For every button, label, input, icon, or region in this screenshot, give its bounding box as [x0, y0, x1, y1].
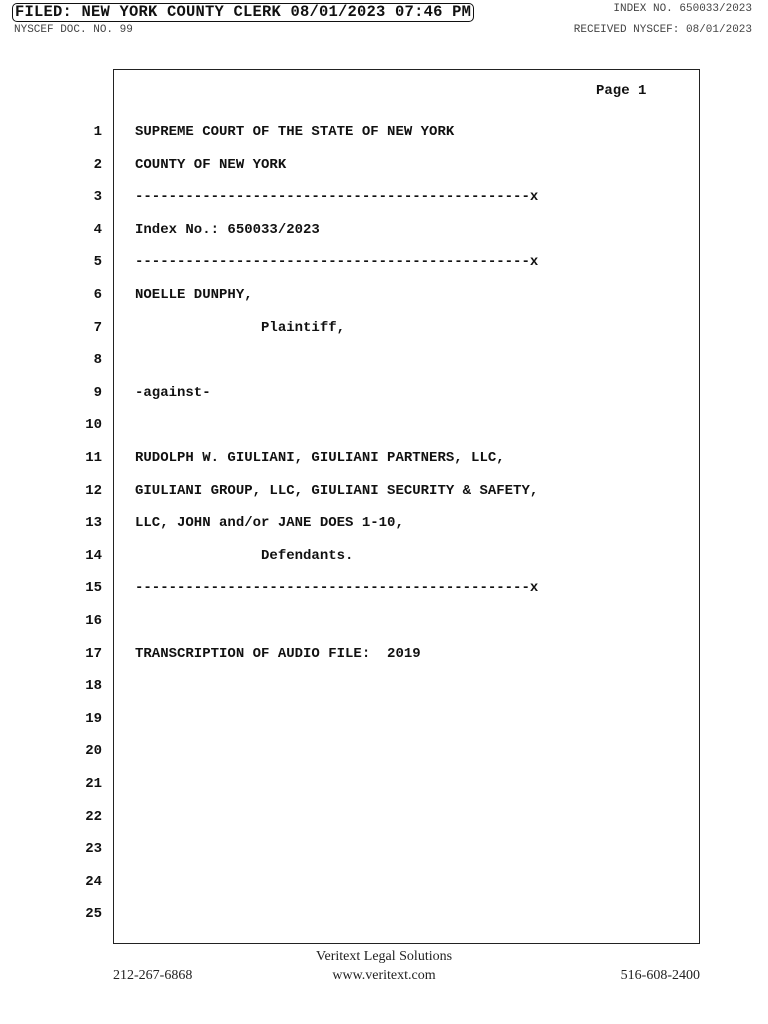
index-number: INDEX NO. 650033/2023 [613, 3, 752, 15]
line-number: 2 [93, 157, 102, 173]
line-number: 5 [93, 254, 102, 270]
line-text: RUDOLPH W. GIULIANI, GIULIANI PARTNERS, LLC, [135, 450, 505, 466]
line-text: TRANSCRIPTION OF AUDIO FILE: 2019 [135, 646, 421, 662]
footer-website: www.veritext.com [332, 968, 436, 983]
line-text: Index No.: 650033/2023 [135, 222, 320, 238]
line-text: -----------------------------------------------x [135, 254, 539, 270]
line-text: GIULIANI GROUP, LLC, GIULIANI SECURITY & SAFETY, [135, 483, 539, 499]
line-number: 10 [85, 417, 102, 433]
line-number: 13 [85, 515, 102, 531]
line-number: 1 [93, 124, 102, 140]
line-text: -----------------------------------------------x [135, 580, 539, 596]
line-text: NOELLE DUNPHY, [135, 287, 253, 303]
line-number: 19 [85, 711, 102, 727]
page-label: Page 1 [596, 83, 647, 99]
line-number: 7 [93, 320, 102, 336]
line-number: 12 [85, 483, 102, 499]
line-number: 8 [93, 352, 102, 368]
line-text: Defendants. [135, 548, 354, 564]
received-date: RECEIVED NYSCEF: 08/01/2023 [573, 24, 752, 36]
line-text: SUPREME COURT OF THE STATE OF NEW YORK [135, 124, 455, 140]
line-number: 17 [85, 646, 102, 662]
footer-firm-name: Veritext Legal Solutions [315, 949, 453, 964]
footer-phone-left: 212-267-6868 [113, 968, 193, 983]
line-text: Plaintiff, [135, 320, 346, 336]
line-number: 21 [85, 776, 102, 792]
nyscef-doc-number: NYSCEF DOC. NO. 99 [14, 24, 133, 36]
line-number: 4 [93, 222, 102, 238]
line-text: COUNTY OF NEW YORK [135, 157, 287, 173]
line-number: 22 [85, 809, 102, 825]
line-text: LLC, JOHN and/or JANE DOES 1-10, [135, 515, 404, 531]
line-number: 14 [85, 548, 102, 564]
line-number: 9 [93, 385, 102, 401]
line-text: -----------------------------------------------x [135, 189, 539, 205]
filed-stamp: FILED: NEW YORK COUNTY CLERK 08/01/2023 07:46 PM [12, 3, 474, 22]
line-number: 6 [93, 287, 102, 303]
line-number: 3 [93, 189, 102, 205]
line-number: 16 [85, 613, 102, 629]
line-number: 25 [85, 906, 102, 922]
line-number: 20 [85, 743, 102, 759]
line-number: 24 [85, 874, 102, 890]
line-text: -against- [135, 385, 211, 401]
line-number: 23 [85, 841, 102, 857]
footer-phone-right: 516-608-2400 [620, 968, 700, 983]
line-number: 18 [85, 678, 102, 694]
line-number: 15 [85, 580, 102, 596]
line-number: 11 [85, 450, 102, 466]
